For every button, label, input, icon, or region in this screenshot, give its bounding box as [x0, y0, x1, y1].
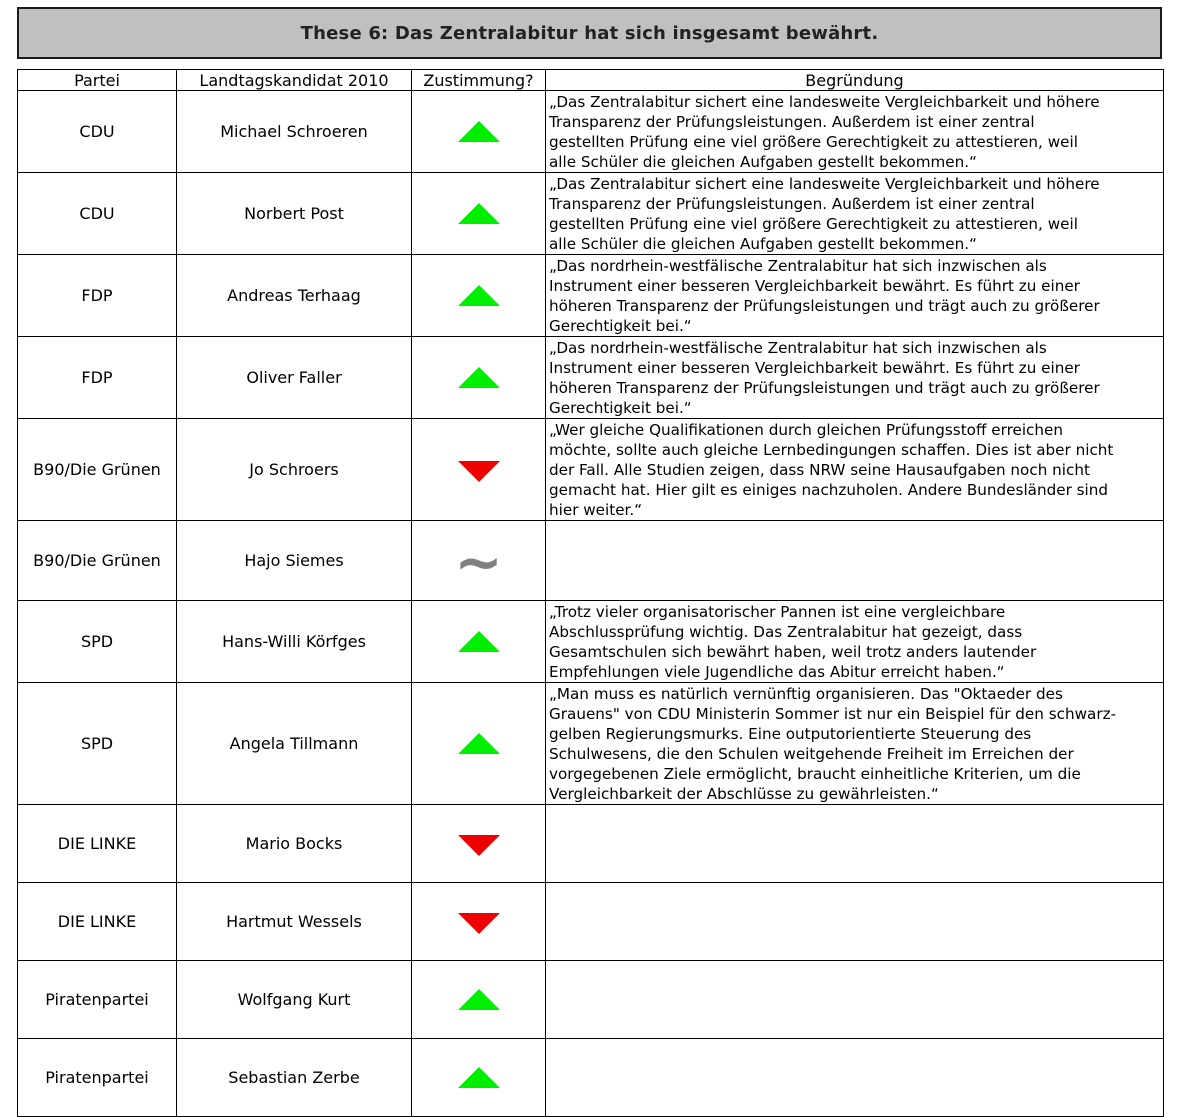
- cell-kandidat: Andreas Terhaag: [177, 255, 412, 337]
- table-row: [18, 337, 1164, 419]
- cell-partei: SPD: [18, 601, 177, 683]
- cell-begruendung: „Trotz vieler organisatorischer Pannen ist eine vergleichbare Abschlussprüfung wichtig. Das Zentralabitur hat gezeigt, dass Gesamtschulen sich bewährt haben, weil trotz anders lautender Empfehlungen viele Jugendliche das Abitur erreicht haben.“: [546, 601, 1164, 683]
- table-row: [18, 683, 1164, 805]
- table-row: [18, 883, 1164, 961]
- cell-begruendung: „Das nordrhein-westfälische Zentralabitur hat sich inzwischen als Instrument einer besseren Vergleichbarkeit bewährt. Es führt zu einer höheren Transparenz der Prüfungsleistungen und trägt auch zu größerer Gerechtigkeit bei.“: [546, 337, 1164, 419]
- cell-kandidat: Hajo Siemes: [177, 521, 412, 601]
- header-partei: Partei: [18, 70, 177, 91]
- cell-kandidat: Jo Schroers: [177, 419, 412, 521]
- cell-partei: FDP: [18, 337, 177, 419]
- cell-partei: CDU: [18, 91, 177, 173]
- cell-zustimmung: [412, 805, 546, 883]
- table-header-row: [18, 70, 1164, 91]
- cell-zustimmung: [412, 337, 546, 419]
- cell-kandidat: Oliver Faller: [177, 337, 412, 419]
- cell-kandidat: Norbert Post: [177, 173, 412, 255]
- cell-partei: SPD: [18, 683, 177, 805]
- arrow-down-icon: [458, 461, 500, 482]
- cell-partei: CDU: [18, 173, 177, 255]
- table-row: [18, 1039, 1164, 1117]
- page-title: These 6: Das Zentralabitur hat sich insgesamt bewährt.: [17, 7, 1162, 59]
- arrow-up-icon: [458, 733, 500, 754]
- cell-begruendung: [546, 1039, 1164, 1117]
- cell-partei: FDP: [18, 255, 177, 337]
- arrow-down-icon: [458, 913, 500, 934]
- cell-zustimmung: [412, 255, 546, 337]
- cell-zustimmung: [412, 883, 546, 961]
- cell-partei: B90/Die Grünen: [18, 419, 177, 521]
- cell-begruendung: [546, 521, 1164, 601]
- cell-zustimmung: [412, 173, 546, 255]
- cell-zustimmung: [412, 683, 546, 805]
- arrow-up-icon: [458, 203, 500, 224]
- cell-kandidat: Angela Tillmann: [177, 683, 412, 805]
- cell-begruendung: [546, 805, 1164, 883]
- cell-partei: Piratenpartei: [18, 1039, 177, 1117]
- arrow-up-icon: [458, 367, 500, 388]
- cell-kandidat: Hartmut Wessels: [177, 883, 412, 961]
- header-begruendung: Begründung: [546, 70, 1164, 91]
- table-row: [18, 91, 1164, 173]
- cell-begruendung: „Das Zentralabitur sichert eine landesweite Vergleichbarkeit und höhere Transparenz der Prüfungsleistungen. Außerdem ist einer zentral gestellten Prüfung eine viel größere Gerechtigkeit zu attestieren, weil alle Schüler die gleichen Aufgaben gestellt bekommen.“: [546, 173, 1164, 255]
- cell-begruendung: „Man muss es natürlich vernünftig organisieren. Das "Oktaeder des Grauens" von CDU Ministerin Sommer ist nur ein Beispiel für den schwarz- gelben Regierungsmurks. Eine outputorientierte Steuerung des Schulwesens, die den Schulen weitgehende Freiheit im Erreichen der vorgegebenen Ziele ermöglicht, braucht einheitliche Kriterien, um die Vergleichbarkeit der Abschlüsse zu gewährleisten.“: [546, 683, 1164, 805]
- cell-begruendung: „Das Zentralabitur sichert eine landesweite Vergleichbarkeit und höhere Transparenz der Prüfungsleistungen. Außerdem ist einer zentral gestellten Prüfung eine viel größere Gerechtigkeit zu attestieren, weil alle Schüler die gleichen Aufgaben gestellt bekommen.“: [546, 91, 1164, 173]
- table-row: [18, 601, 1164, 683]
- table-row: [18, 255, 1164, 337]
- arrow-up-icon: [458, 989, 500, 1010]
- cell-kandidat: Mario Bocks: [177, 805, 412, 883]
- table-row: [18, 961, 1164, 1039]
- arrow-down-icon: [458, 835, 500, 856]
- cell-begruendung: „Das nordrhein-westfälische Zentralabitur hat sich inzwischen als Instrument einer besseren Vergleichbarkeit bewährt. Es führt zu einer höheren Transparenz der Prüfungsleistungen und trägt auch zu größerer Gerechtigkeit bei.“: [546, 255, 1164, 337]
- table-row: [18, 805, 1164, 883]
- cell-kandidat: Hans-Willi Körfges: [177, 601, 412, 683]
- cell-begruendung: [546, 883, 1164, 961]
- table-row: [18, 173, 1164, 255]
- cell-partei: DIE LINKE: [18, 805, 177, 883]
- tilde-icon: ~: [454, 527, 503, 596]
- cell-zustimmung: [412, 1039, 546, 1117]
- arrow-up-icon: [458, 285, 500, 306]
- cell-partei: Piratenpartei: [18, 961, 177, 1039]
- cell-zustimmung: [412, 521, 546, 601]
- table-body: [18, 91, 1164, 1117]
- candidates-table: [17, 69, 1164, 1117]
- cell-partei: DIE LINKE: [18, 883, 177, 961]
- arrow-up-icon: [458, 631, 500, 652]
- cell-begruendung: [546, 961, 1164, 1039]
- arrow-up-icon: [458, 121, 500, 142]
- cell-begruendung: „Wer gleiche Qualifikationen durch gleichen Prüfungsstoff erreichen möchte, sollte auch gleiche Lernbedingungen schaffen. Dies ist aber nicht der Fall. Alle Studien zeigen, dass NRW seine Hausaufgaben noch nicht gemacht hat. Hier gilt es einiges nachzuholen. Andere Bundesländer sind hier weiter.“: [546, 419, 1164, 521]
- cell-zustimmung: [412, 419, 546, 521]
- cell-kandidat: Wolfgang Kurt: [177, 961, 412, 1039]
- cell-zustimmung: [412, 961, 546, 1039]
- cell-partei: B90/Die Grünen: [18, 521, 177, 601]
- arrow-up-icon: [458, 1067, 500, 1088]
- header-kandidat: Landtagskandidat 2010: [177, 70, 412, 91]
- cell-kandidat: Michael Schroeren: [177, 91, 412, 173]
- table-row: [18, 521, 1164, 601]
- header-zustimmung: Zustimmung?: [412, 70, 546, 91]
- table-row: [18, 419, 1164, 521]
- cell-kandidat: Sebastian Zerbe: [177, 1039, 412, 1117]
- cell-zustimmung: [412, 601, 546, 683]
- cell-zustimmung: [412, 91, 546, 173]
